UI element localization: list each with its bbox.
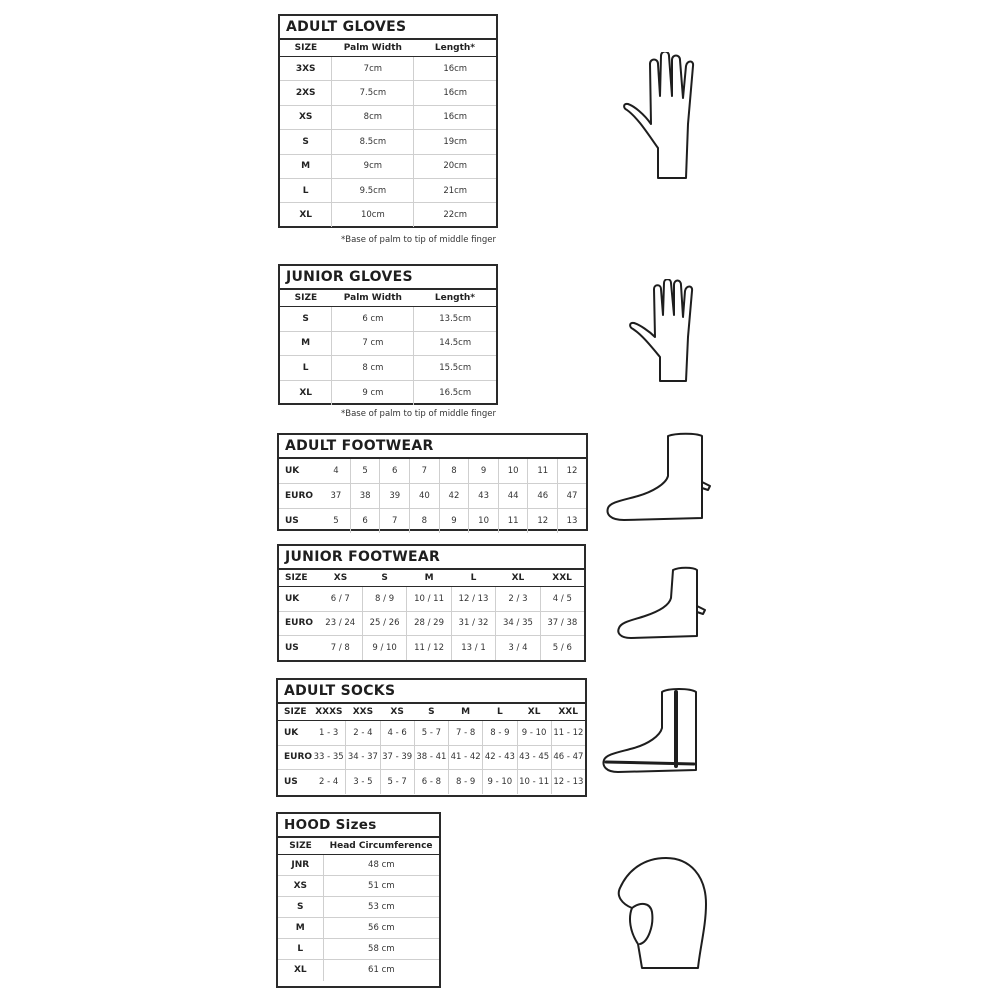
table-row	[280, 130, 496, 154]
value-cell: 38 - 41	[414, 745, 448, 770]
size-cell: S	[278, 897, 323, 918]
row-label: UK	[279, 587, 319, 612]
value-cell: 10 - 11	[517, 770, 551, 795]
header-m: M	[449, 704, 483, 721]
value-cell: 7 / 8	[330, 643, 350, 653]
value-cell: 41 - 42	[449, 745, 483, 770]
palm-cell: 8cm	[332, 105, 414, 129]
value-cell: 2 / 3	[496, 587, 540, 612]
size-cell: M	[280, 154, 332, 178]
adult-boot-icon	[604, 432, 716, 524]
table-row	[280, 307, 496, 332]
value-cell: 1 - 3	[312, 721, 346, 746]
junior-gloves-note: *Base of palm to tip of middle finger	[341, 409, 497, 419]
junior-footwear-grid	[279, 570, 584, 660]
length-cell: 21cm	[414, 178, 496, 202]
value-cell: 38	[350, 484, 380, 509]
value-cell: 4	[322, 459, 350, 484]
table-row	[280, 57, 496, 81]
palm-cell: 8.5cm	[332, 130, 414, 154]
hood-icon	[614, 852, 712, 972]
size-cell: M	[278, 918, 323, 939]
length-cell: 16cm	[414, 105, 496, 129]
value-cell: 6 - 8	[414, 770, 448, 795]
value-cell: 10	[498, 459, 528, 484]
value-cell: 13	[558, 508, 586, 533]
row-label: UK	[278, 721, 312, 746]
value-cell: 11 / 12	[407, 636, 451, 661]
hood-sizes-table	[276, 812, 441, 988]
value-cell: 42 - 43	[483, 745, 517, 770]
value-cell: 5 - 7	[414, 721, 448, 746]
table-row	[279, 636, 584, 661]
circ-cell: 61 cm	[323, 960, 439, 981]
adult-gloves-note: *Base of palm to tip of middle finger	[341, 235, 497, 245]
header-size: SIZE	[279, 570, 319, 587]
value-cell: 25 / 26	[362, 611, 406, 636]
value-cell: 9	[469, 459, 499, 484]
size-cell: 2XS	[280, 81, 332, 105]
value-cell: 4 / 5	[540, 587, 584, 612]
value-cell: 7	[380, 508, 410, 533]
adult-gloves-grid	[280, 40, 496, 227]
adult-socks-grid	[278, 704, 585, 794]
value-cell: 7 - 8	[449, 721, 483, 746]
table-row	[278, 721, 585, 746]
header-palm-width: Palm Width	[332, 290, 414, 307]
value-cell: 40	[410, 484, 440, 509]
table-row	[280, 380, 496, 405]
palm-cell: 9 cm	[332, 380, 414, 405]
value-cell: 3 / 4	[496, 636, 540, 661]
table-row	[278, 876, 439, 897]
adult-gloves-title: ADULT GLOVES	[280, 16, 496, 40]
header-xs: XS	[380, 704, 414, 721]
value-cell: 3 - 5	[346, 770, 380, 795]
value-cell: 5 / 6	[540, 636, 584, 661]
value-cell: 2 - 4	[346, 721, 380, 746]
row-label: EURO	[278, 745, 312, 770]
value-cell: 6	[380, 459, 410, 484]
table-row	[278, 855, 439, 876]
size-cell: L	[280, 178, 332, 202]
size-cell: S	[280, 307, 332, 332]
palm-cell: 7.5cm	[332, 81, 414, 105]
length-cell: 16cm	[414, 81, 496, 105]
hood-sizes-title: HOOD Sizes	[278, 814, 439, 838]
table-row	[278, 745, 585, 770]
length-cell: 15.5cm	[414, 356, 496, 381]
header-xxl: XXL	[540, 570, 584, 587]
junior-gloves-title: JUNIOR GLOVES	[280, 266, 496, 290]
junior-gloves-grid	[280, 290, 496, 405]
value-cell: 8	[410, 508, 440, 533]
value-cell: 12 / 13	[451, 587, 495, 612]
value-cell: 12 - 13	[551, 770, 585, 795]
value-cell: 8 / 9	[362, 587, 406, 612]
hood-sizes-grid	[278, 838, 439, 981]
size-cell: L	[278, 939, 323, 960]
size-cell: L	[280, 356, 332, 381]
adult-gloves-table	[278, 14, 498, 228]
palm-cell: 7cm	[332, 57, 414, 81]
value-cell: 37 / 38	[540, 611, 584, 636]
row-label: US	[284, 777, 298, 787]
value-cell: 11	[528, 459, 558, 484]
header-xxl: XXL	[551, 704, 585, 721]
size-cell: M	[280, 331, 332, 356]
value-cell: 10	[469, 508, 499, 533]
value-cell: 31 / 32	[451, 611, 495, 636]
table-row	[280, 154, 496, 178]
header-length: Length*	[414, 40, 496, 57]
adult-glove-icon	[620, 52, 706, 180]
length-cell: 19cm	[414, 130, 496, 154]
adult-socks-table	[276, 678, 587, 797]
length-cell: 16.5cm	[414, 380, 496, 405]
size-cell: S	[280, 130, 332, 154]
value-cell: 46	[528, 484, 558, 509]
table-row	[279, 587, 584, 612]
value-cell: 23 / 24	[319, 611, 363, 636]
adult-footwear-table	[277, 433, 588, 531]
value-cell: 9 / 10	[362, 636, 406, 661]
junior-boot-icon	[615, 566, 717, 642]
header-size: SIZE	[280, 40, 332, 57]
junior-footwear-title: JUNIOR FOOTWEAR	[279, 546, 584, 570]
value-cell: 2 - 4	[319, 777, 339, 787]
length-cell: 20cm	[414, 154, 496, 178]
value-cell: 33 - 35	[312, 745, 346, 770]
value-cell: 8	[439, 459, 469, 484]
value-cell: 8 - 9	[483, 721, 517, 746]
value-cell: 42	[439, 484, 469, 509]
value-cell: 44	[498, 484, 528, 509]
circ-cell: 48 cm	[323, 855, 439, 876]
table-row	[280, 331, 496, 356]
header-m: M	[407, 570, 451, 587]
length-cell: 14.5cm	[414, 331, 496, 356]
value-cell: 5 - 7	[380, 770, 414, 795]
header-length: Length*	[414, 290, 496, 307]
length-cell: 22cm	[414, 203, 496, 227]
value-cell: 7	[410, 459, 440, 484]
size-cell: XL	[299, 210, 312, 221]
table-row	[278, 770, 585, 795]
value-cell: 8 - 9	[449, 770, 483, 795]
table-row	[279, 611, 584, 636]
size-cell: 3XS	[280, 57, 332, 81]
row-label: US	[285, 515, 299, 526]
adult-footwear-grid	[279, 459, 586, 533]
value-cell: 37	[322, 484, 350, 509]
value-cell: 9 - 10	[483, 770, 517, 795]
palm-cell: 10cm	[332, 203, 414, 227]
value-cell: 13 / 1	[451, 636, 495, 661]
palm-cell: 8 cm	[332, 356, 414, 381]
header-palm-width: Palm Width	[332, 40, 414, 57]
value-cell: 28 / 29	[407, 611, 451, 636]
adult-socks-title: ADULT SOCKS	[278, 680, 585, 704]
table-row	[278, 960, 439, 981]
table-row	[279, 508, 586, 533]
value-cell: 43	[469, 484, 499, 509]
junior-footwear-table	[277, 544, 586, 662]
header-s: S	[362, 570, 406, 587]
header-size: SIZE	[280, 290, 332, 307]
table-row	[278, 918, 439, 939]
row-label: EURO	[279, 611, 319, 636]
size-cell: XL	[293, 965, 307, 976]
value-cell: 10 / 11	[407, 587, 451, 612]
header-l: L	[483, 704, 517, 721]
value-cell: 34 - 37	[346, 745, 380, 770]
value-cell: 9 - 10	[517, 721, 551, 746]
palm-cell: 6 cm	[332, 307, 414, 332]
palm-cell: 9cm	[332, 154, 414, 178]
length-cell: 13.5cm	[414, 307, 496, 332]
length-cell: 16cm	[414, 57, 496, 81]
header-xl: XL	[517, 704, 551, 721]
value-cell: 12	[528, 508, 558, 533]
value-cell: 46 - 47	[551, 745, 585, 770]
value-cell: 11	[498, 508, 528, 533]
table-row	[278, 897, 439, 918]
header-head-circumference: Head Circumference	[323, 838, 439, 855]
value-cell: 4 - 6	[380, 721, 414, 746]
table-row	[280, 203, 496, 227]
header-xl: XL	[496, 570, 540, 587]
size-cell: JNR	[278, 855, 323, 876]
size-cell: XL	[299, 387, 312, 398]
header-s: S	[414, 704, 448, 721]
value-cell: 6 / 7	[319, 587, 363, 612]
junior-glove-icon	[628, 279, 696, 383]
adult-footwear-title: ADULT FOOTWEAR	[279, 435, 586, 459]
value-cell: 39	[380, 484, 410, 509]
row-label: US	[285, 643, 299, 653]
table-row	[280, 105, 496, 129]
value-cell: 5	[350, 459, 380, 484]
value-cell: 34 / 35	[496, 611, 540, 636]
circ-cell: 53 cm	[323, 897, 439, 918]
size-cell: XS	[278, 876, 323, 897]
header-xs: XS	[319, 570, 363, 587]
value-cell: 37 - 39	[380, 745, 414, 770]
row-label: EURO	[279, 484, 322, 509]
table-row	[279, 459, 586, 484]
circ-cell: 56 cm	[323, 918, 439, 939]
header-l: L	[451, 570, 495, 587]
value-cell: 6	[350, 508, 380, 533]
value-cell: 47	[558, 484, 586, 509]
circ-cell: 58 cm	[323, 939, 439, 960]
palm-cell: 7 cm	[332, 331, 414, 356]
table-row	[278, 939, 439, 960]
junior-gloves-table	[278, 264, 498, 405]
header-size: SIZE	[278, 704, 312, 721]
table-row	[280, 81, 496, 105]
header-size: SIZE	[278, 838, 323, 855]
value-cell: 12	[558, 459, 586, 484]
table-row	[279, 484, 586, 509]
value-cell: 9	[439, 508, 469, 533]
header-xxxs: XXXS	[312, 704, 346, 721]
row-label: UK	[279, 459, 322, 484]
table-row	[280, 178, 496, 202]
table-row	[280, 356, 496, 381]
circ-cell: 51 cm	[323, 876, 439, 897]
header-xxs: XXS	[346, 704, 380, 721]
sock-icon	[600, 686, 710, 774]
value-cell: 11 - 12	[551, 721, 585, 746]
value-cell: 43 - 45	[517, 745, 551, 770]
size-cell: XS	[280, 105, 332, 129]
palm-cell: 9.5cm	[332, 178, 414, 202]
value-cell: 5	[333, 515, 339, 526]
